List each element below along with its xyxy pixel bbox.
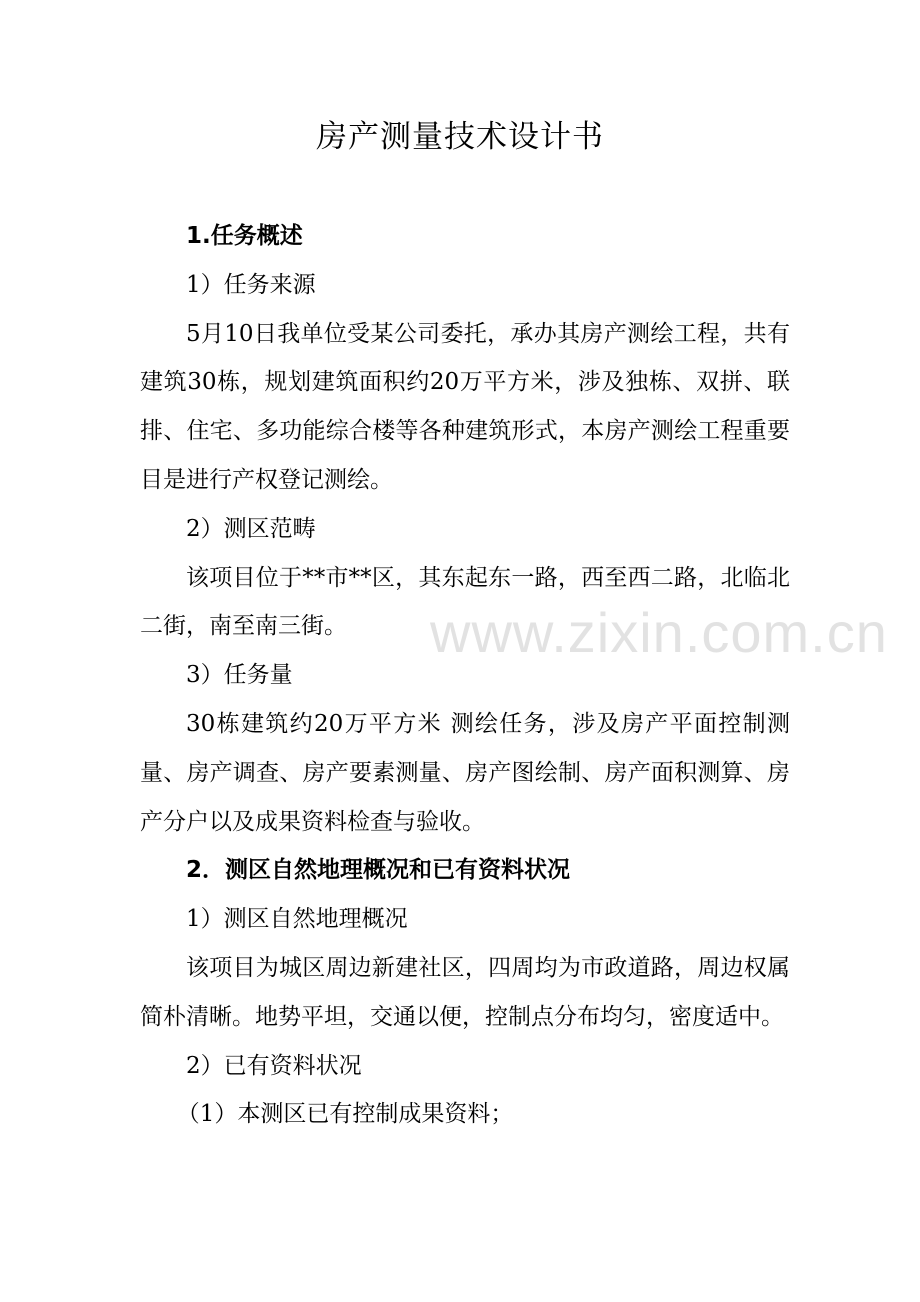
list-item-control-results: （1）本测区已有控制成果资料；	[176, 1101, 514, 1128]
subheading-workload: 3）任务量	[186, 662, 293, 689]
paragraph-survey-area: 该项目位于**市**区，其东起东一路，西至西二路，北临北二街，南至南三街。	[140, 564, 790, 640]
paragraph-workload: 30栋建筑约20万平方米 测绘任务，涉及房产平面控制测量、房产调查、房产要素测量、房产图绘制、房产面积测算、房产分户以及成果资料检查与验收。	[140, 710, 790, 835]
subheading-survey-area: 2）测区范畴	[186, 515, 316, 542]
section-heading-task-overview: 1.任务概述	[186, 223, 303, 249]
subheading-task-source: 1）任务来源	[186, 271, 316, 298]
subheading-existing-data: 2）已有资料状况	[186, 1052, 362, 1079]
section-heading-geography: 2．测区自然地理概况和已有资料状况	[186, 857, 571, 884]
paragraph-task-source: 5月10日我单位受某公司委托，承办其房产测绘工程，共有建筑30栋，规划建筑面积约20万平方米，涉及独栋、双拼、联排、住宅、多功能综合楼等各种建筑形式，本房产测绘工程重要目是进行产权登记测绘。	[140, 320, 790, 493]
document-title: 房产测量技术设计书	[316, 119, 604, 155]
document-body	[140, 212, 790, 1139]
paragraph-geography: 该项目为城区周边新建社区，四周均为市政道路，周边权属简朴清晰。地势平坦，交通以便，控制点分布均匀，密度适中。	[140, 954, 790, 1030]
watermark: www.zixin.com.cn	[430, 601, 888, 664]
subheading-geography: 1）测区自然地理概况	[186, 906, 408, 933]
